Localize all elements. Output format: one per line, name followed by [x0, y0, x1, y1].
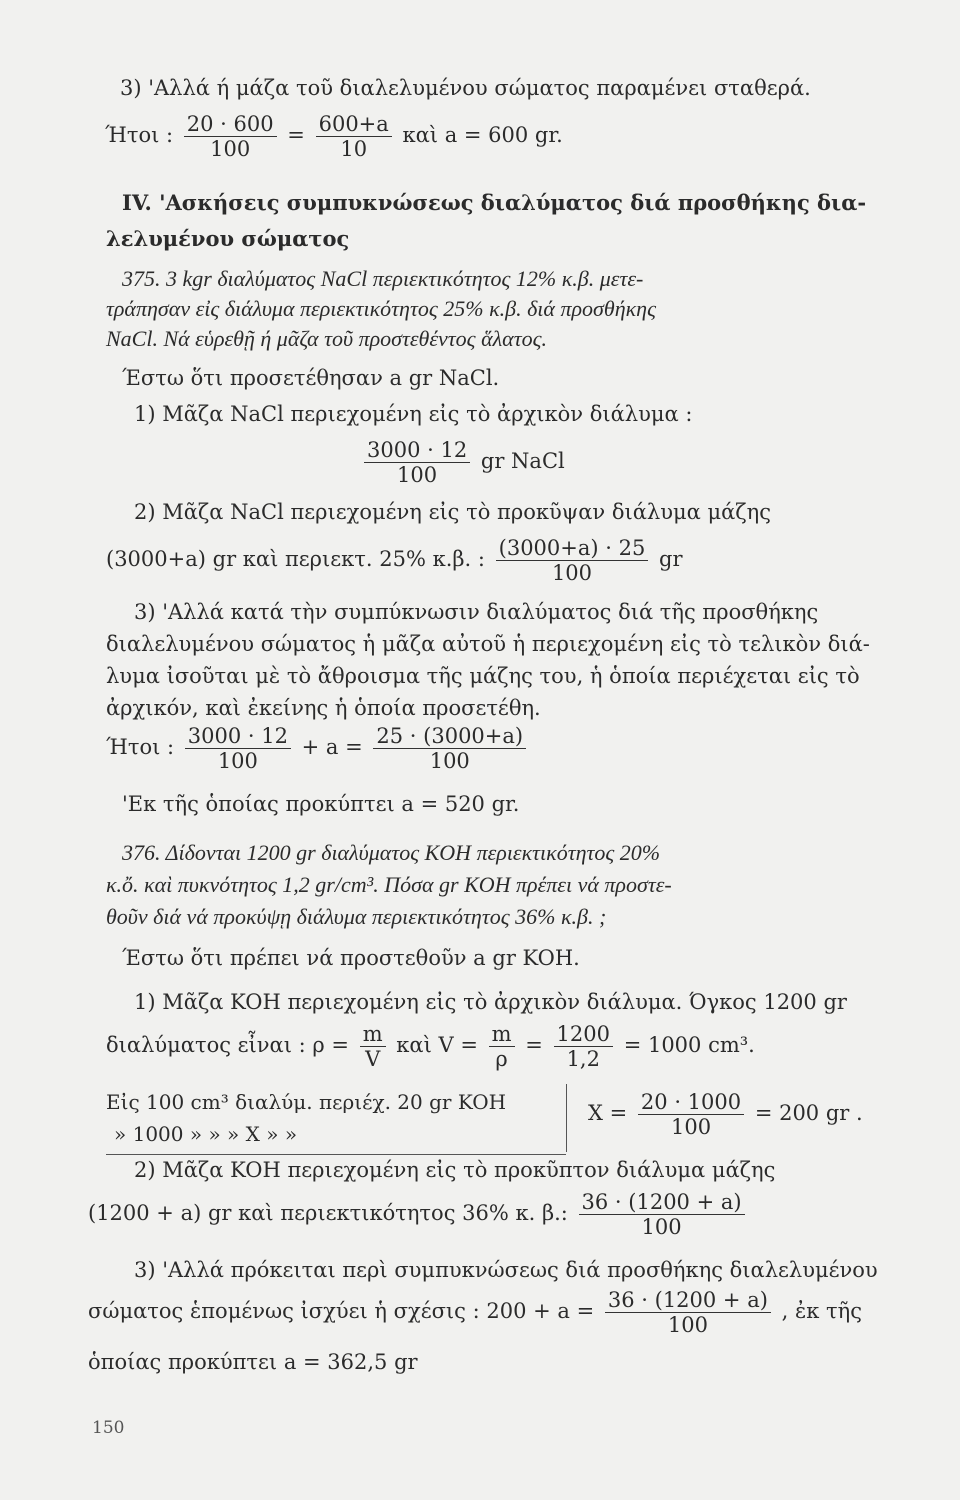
numerator: m [489, 1022, 515, 1047]
equation-line [360, 438, 565, 487]
numerator: 600+a [316, 112, 392, 137]
fraction [579, 1190, 745, 1239]
text-line: ἀρχικόν, καὶ ἐκείνης ἡ ὁποία προσετέθη. [106, 696, 541, 720]
fraction [364, 438, 470, 487]
text-line: ὁποίας προκύπτει a = 362,5 gr [88, 1350, 418, 1374]
text: gr NaCl [480, 449, 565, 474]
denominator: V [365, 1047, 381, 1072]
fraction [489, 1022, 515, 1071]
text-line: 3) 'Αλλά κατά τὴν συμπύκνωσιν διαλύματος διά τῆς προσθήκης [134, 600, 819, 624]
equation-line [106, 1022, 755, 1071]
problem-text: NaCl. Νά εὑρεθῇ ή μᾶζα τοῦ προστεθέντος ἅλατος. [106, 326, 548, 351]
fraction [360, 1022, 386, 1071]
label: Ήτοι : [106, 735, 175, 760]
text-line: 1) Μᾶζα KOH περιεχομένη εἰς τὸ ἀρχικὸν διάλυμα. Όγκος 1200 gr [134, 990, 847, 1014]
numerator: 1200 [554, 1022, 613, 1047]
denominator: 100 [429, 749, 470, 774]
denominator: 100 [397, 463, 438, 488]
fraction [496, 536, 649, 585]
fraction [185, 724, 291, 773]
table-rule [106, 1154, 566, 1155]
denominator: 100 [670, 1115, 712, 1140]
fraction [373, 724, 526, 773]
numerator: 20 · 1000 [638, 1090, 744, 1115]
numerator: 25 · (3000+a) [373, 724, 526, 749]
denominator: 100 [217, 749, 258, 774]
text: (3000+a) gr καὶ περιεκτ. 25% κ.β. : [106, 547, 485, 572]
text-line: 3) 'Αλλά ή μάζα τοῦ διαλελυμένου σώματος παραμένει σταθερά. [120, 76, 811, 100]
text-line: 2) Μᾶζα KOH περιεχομένη εἰς τὸ προκῦπτον διάλυμα μάζης [134, 1158, 776, 1182]
text-line: διαλελυμένου σώματος ἡ μᾶζα αὐτοῦ ἡ περιεχομένη εἰς τὸ τελικὸν διά- [106, 632, 870, 656]
numerator: 3000 · 12 [185, 724, 291, 749]
equals-sign: = [287, 123, 305, 148]
problem-text: 375. 3 kgr διαλύματος NaCl περιεκτικότητος 12% κ.β. μετε- [122, 266, 644, 291]
section-title: λελυμένου σώματος [106, 226, 350, 251]
numerator: 36 · (1200 + a) [605, 1288, 771, 1313]
text-line: Έστω ὅτι πρέπει νά προστεθοῦν a gr KOH. [122, 946, 580, 970]
denominator: ρ [495, 1047, 508, 1072]
text: = 200 gr . [754, 1101, 863, 1126]
denominator: 100 [210, 137, 251, 162]
text: = 1000 cm³. [623, 1033, 755, 1058]
table-divider [566, 1084, 567, 1152]
text-line: λυμα ἰσοῦται μὲ τὸ ἄθροισμα τῆς μάζης του, ἡ ὁποία περιέχεται εἰς τὸ [106, 664, 860, 688]
proportion-row: Εἰς 100 cm³ διαλύμ. περιέχ. 20 gr KOH [106, 1090, 507, 1114]
fraction [316, 112, 392, 161]
fraction [638, 1090, 744, 1139]
text: , ἐκ τῆς [781, 1299, 862, 1324]
fraction [554, 1022, 613, 1071]
text-line: 'Εκ τῆς ὁποίας προκύπτει a = 520 gr. [122, 792, 520, 816]
text-line: 3) 'Αλλά πρόκειται περὶ συμπυκνώσεως διά προσθήκης διαλελυμένου [134, 1258, 878, 1282]
denominator: 100 [641, 1215, 682, 1240]
numerator: 20 · 600 [184, 112, 277, 137]
numerator: 36 · (1200 + a) [579, 1190, 745, 1215]
problem-text: τράπησαν εἰς διάλυμα περιεκτικότητος 25% κ.β. διά προσθήκης [106, 296, 657, 321]
denominator: 10 [340, 137, 368, 162]
operator: + a = [301, 735, 363, 760]
fraction [184, 112, 277, 161]
numerator: 3000 · 12 [364, 438, 470, 463]
text: καὶ a = 600 gr. [402, 123, 563, 148]
equation-line [105, 112, 563, 161]
fraction [605, 1288, 771, 1337]
text-line: Έστω ὅτι προσετέθησαν a gr NaCl. [122, 366, 500, 390]
text: (1200 + a) gr καὶ περιεκτικότητος 36% κ. β.: [88, 1201, 568, 1226]
section-title: IV. 'Ασκήσεις συμπυκνώσεως διαλύματος διά προσθήκης δια- [122, 190, 867, 215]
text: καὶ V = [396, 1033, 478, 1058]
equation-line [588, 1090, 863, 1139]
text-line: 1) Μᾶζα NaCl περιεχομένη εἰς τὸ ἀρχικὸν διάλυμα : [134, 402, 693, 426]
equation-line [88, 1288, 862, 1337]
equation-line [106, 724, 530, 773]
equation-line [88, 1190, 749, 1239]
label: Ήτοι : [105, 123, 174, 148]
numerator: (3000+a) · 25 [496, 536, 649, 561]
text: X = [588, 1101, 628, 1126]
page-number: 150 [92, 1418, 125, 1438]
text: σώματος ἑπομένως ἰσχύει ἡ σχέσις : 200 + a = [88, 1299, 595, 1324]
problem-text: 376. Δίδονται 1200 gr διαλύματος KOH περιεκτικότητος 20% [122, 840, 661, 865]
text-line: 2) Μᾶζα NaCl περιεχομένη εἰς τὸ προκῦψαν διάλυμα μάζης [134, 500, 772, 524]
text: gr [659, 547, 683, 572]
numerator: m [360, 1022, 386, 1047]
problem-text: κ.ὄ. καὶ πυκνότητος 1,2 gr/cm³. Πόσα gr KOH πρέπει νά προστε- [106, 872, 672, 897]
denominator: 1,2 [566, 1047, 600, 1072]
problem-text: θοῦν διά νά προκύψῃ διάλυμα περιεκτικότητος 36% κ.β. ; [106, 904, 607, 929]
proportion-row: » 1000 » » » X » » [114, 1122, 298, 1146]
text: διαλύματος εἶναι : ρ = [106, 1033, 349, 1058]
equals-sign: = [525, 1033, 543, 1058]
denominator: 100 [667, 1313, 708, 1338]
equation-line [106, 536, 683, 585]
denominator: 100 [551, 561, 593, 586]
